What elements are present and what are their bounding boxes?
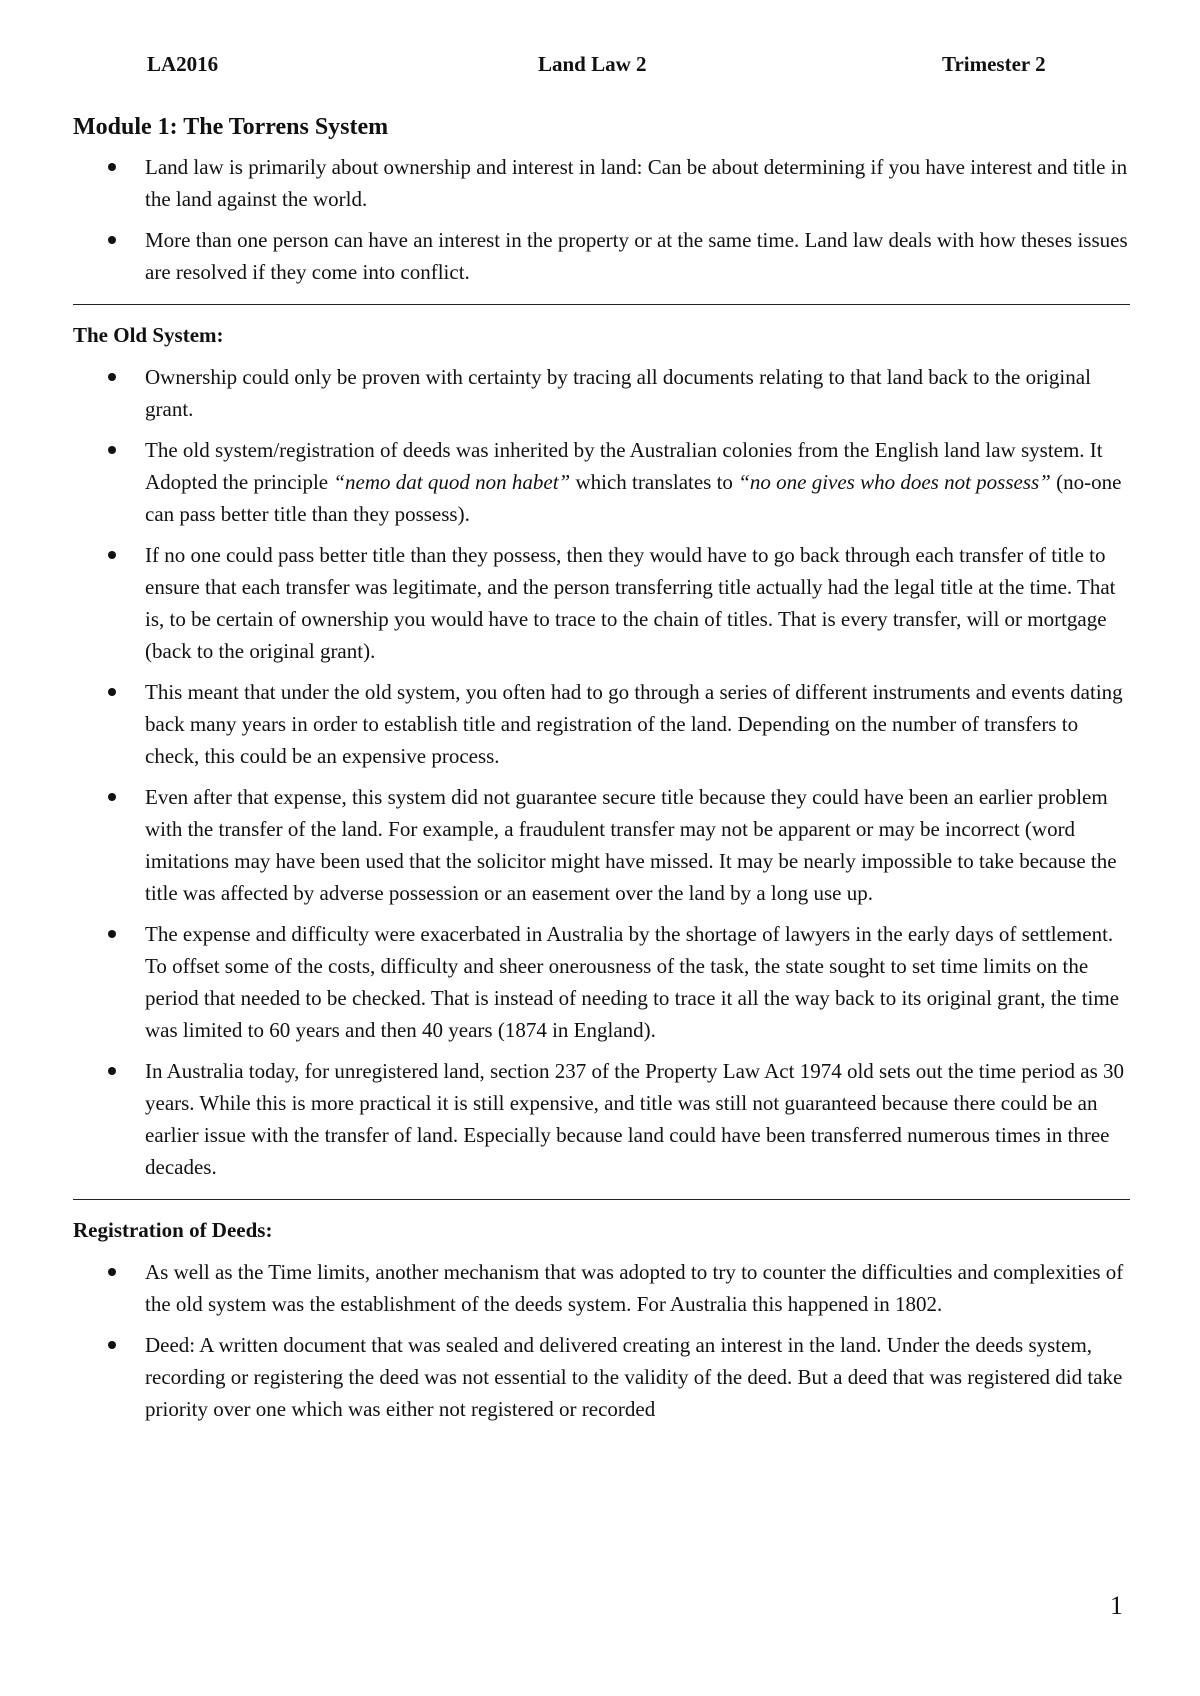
old-system-heading: The Old System: bbox=[73, 323, 224, 347]
deeds-item bbox=[73, 1329, 1130, 1425]
maxim-translation: “no one gives who does not possess” bbox=[738, 470, 1051, 494]
old-system-item bbox=[73, 539, 1130, 667]
page-number: 1 bbox=[1110, 1591, 1123, 1620]
item-text: Deed: A written document that was sealed and delivered creating an interest in the land. Under the deeds system, recording or registering the deed was not essential to the validity of the deed. But a deed that was registered did take priority over one which was either not registered or recorded bbox=[145, 1333, 1123, 1421]
item-text: which translates to bbox=[570, 470, 739, 494]
item-text: The old system/registration of deeds was inherited by the Australian colonies from the English land law system. It Adopted the principle bbox=[145, 438, 1103, 494]
intro-text: Land law is primarily about ownership and interest in land: Can be about determining if you have interest and title in the land against the world. bbox=[145, 155, 1128, 211]
module-title: Module 1: The Torrens System bbox=[73, 114, 389, 140]
header-course-title: Land Law 2 bbox=[538, 52, 647, 76]
item-text: Ownership could only be proven with certainty by tracing all documents relating to that land back to the original grant. bbox=[145, 365, 1091, 421]
intro-text: More than one person can have an interest in the property or at the same time. Land law deals with how theses issues are resolved if they come into conflict. bbox=[145, 228, 1128, 284]
header-term: Trimester 2 bbox=[942, 52, 1046, 76]
document-body bbox=[73, 114, 1130, 1434]
intro-list bbox=[73, 151, 1130, 288]
item-text: This meant that under the old system, you often had to go through a series of different instruments and events dating back many years in order to establish title and registration of the land. Depending on the number of transfers to check, this could be an expensive process. bbox=[145, 680, 1123, 768]
item-text: As well as the Time limits, another mechanism that was adopted to try to counter the difficulties and complexities of the old system was the establishment of the deeds system. For Australia this happened in 1802. bbox=[145, 1260, 1124, 1316]
old-system-item bbox=[73, 918, 1130, 1046]
header-course-code: LA2016 bbox=[147, 52, 219, 76]
item-text: Even after that expense, this system did not guarantee secure title because they could have been an earlier problem with the transfer of the land. For example, a fraudulent transfer may not be apparent or may be incorrect (word imitations may have been used that the solicitor might have missed. It may be nearly impossible to take because the title was affected by adverse possession or an easement over the land by a long use up. bbox=[145, 785, 1117, 905]
latin-maxim: “nemo dat quod non habet” bbox=[333, 470, 571, 494]
deeds-list bbox=[73, 1256, 1130, 1425]
old-system-item bbox=[73, 361, 1130, 425]
intro-item bbox=[73, 224, 1130, 288]
intro-item bbox=[73, 151, 1130, 215]
item-text: The expense and difficulty were exacerbated in Australia by the shortage of lawyers in the early days of settlement. To offset some of the costs, difficulty and sheer onerousness of the task, the state sought to set time limits on the period that needed to be checked. That is instead of needing to trace it all the way back to its original grant, the time was limited to 60 years and then 40 years (1874 in England). bbox=[145, 922, 1120, 1042]
item-text: If no one could pass better title than they possess, then they would have to go back through each transfer of title to ensure that each transfer was legitimate, and the person transferring title actually had the legal title at the time. That is, to be certain of ownership you would have to trace to the chain of titles. That is every transfer, will or mortgage (back to the original grant). bbox=[145, 543, 1116, 663]
old-system-item bbox=[73, 781, 1130, 909]
old-system-item bbox=[73, 676, 1130, 772]
section-divider bbox=[73, 1199, 1130, 1200]
deeds-item bbox=[73, 1256, 1130, 1320]
deeds-heading: Registration of Deeds: bbox=[73, 1218, 273, 1242]
item-text: (no-one can pass better title than they possess). bbox=[145, 470, 1122, 526]
old-system-item bbox=[73, 1055, 1130, 1183]
old-system-item bbox=[73, 434, 1130, 530]
old-system-list bbox=[73, 361, 1130, 1183]
section-divider bbox=[73, 304, 1130, 305]
item-text: In Australia today, for unregistered land, section 237 of the Property Law Act 1974 old sets out the time period as 30 years. While this is more practical it is still expensive, and title was still not guaranteed because there could be an earlier issue with the transfer of land. Especially because land could have been transferred numerous times in three decades. bbox=[145, 1059, 1125, 1179]
